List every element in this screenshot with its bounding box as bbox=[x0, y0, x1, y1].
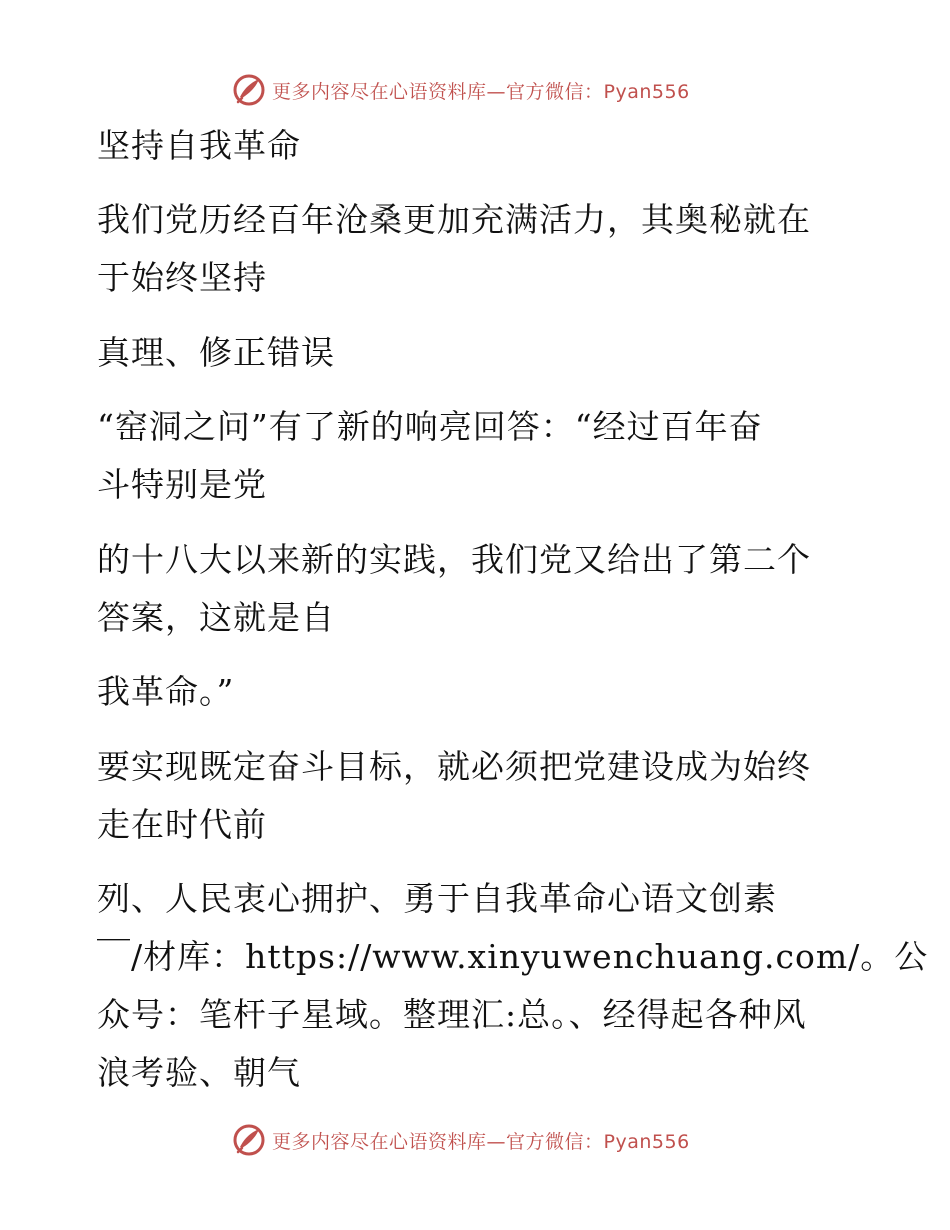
text-line: 真理、修正错误 bbox=[97, 333, 335, 372]
text-line: 浪考验、朝气 bbox=[97, 1053, 301, 1092]
text-line: 斗特别是党 bbox=[97, 465, 267, 504]
text-line: 众号：笔杆子星域。整理汇:总。、经得起各种风 bbox=[97, 995, 807, 1034]
header-watermark bbox=[232, 72, 752, 108]
text-line: 于始终坚持 bbox=[97, 258, 267, 297]
footer-watermark-text: 更多内容尽在心语资料库—官方微信：Pyan556 bbox=[272, 1130, 690, 1153]
text-line: “窑洞之问”有了新的响亮回答：“经过百年奋 bbox=[97, 407, 763, 446]
text-line: 我革命。” bbox=[97, 672, 235, 711]
text-line: 走在时代前 bbox=[97, 805, 267, 844]
header-watermark-text: 更多内容尽在心语资料库—官方微信：Pyan556 bbox=[272, 80, 690, 103]
text-line: 的十八大以来新的实践，我们党又给出了第二个 bbox=[97, 540, 811, 579]
quill-pen-logo-icon bbox=[232, 73, 266, 107]
footer-watermark bbox=[232, 1122, 752, 1158]
text-line: 列、人民衷心拥护、勇于自我革命心语文创素 bbox=[97, 879, 777, 918]
text-line: ￣/材库：https://www.xinyuwenchuang.com/。公 bbox=[97, 937, 929, 976]
text-line: 我们党历经百年沧桑更加充满活力，其奥秘就在 bbox=[97, 200, 811, 239]
text-line: 答案，这就是自 bbox=[97, 598, 335, 637]
text-line: 要实现既定奋斗目标，就必须把党建设成为始终 bbox=[97, 747, 811, 786]
text-line: 坚持自我革命 bbox=[97, 126, 301, 165]
quill-pen-logo-icon bbox=[232, 1123, 266, 1157]
